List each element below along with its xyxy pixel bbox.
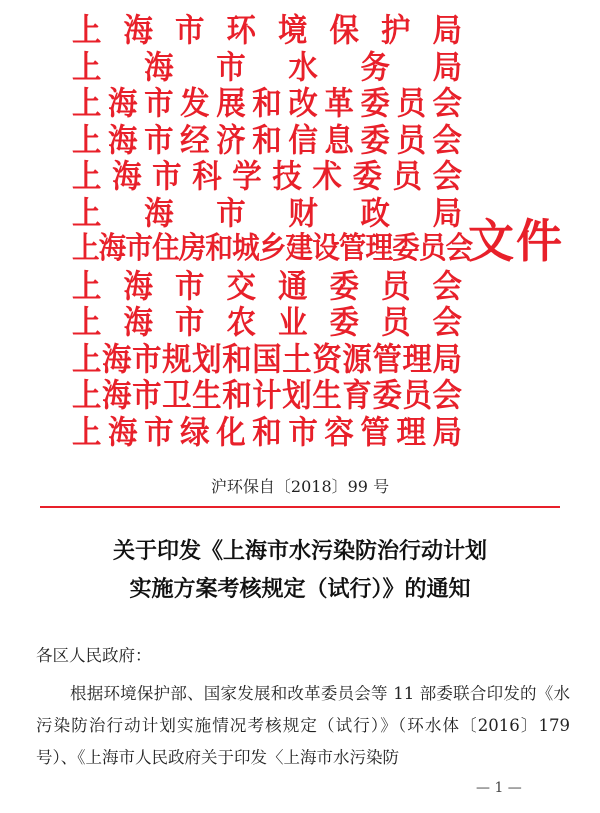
org-char: 上 [72, 11, 102, 50]
org-char: 市 [125, 231, 153, 267]
org-char: 管 [338, 231, 366, 267]
org-char: 上 [72, 231, 99, 267]
org-char: 生 [312, 376, 342, 415]
org-char: 海 [108, 84, 138, 123]
org-char: 信 [288, 120, 318, 159]
body-paragraph: 根据环境保护部、国家发展和改革委员会等 11 部委联合印发的《水污染防治行动计划实施情况考核规定（试行）》（环水体〔2016〕179 号）、《上海市人民政府关于印发〈上海市水污染防 [36, 684, 570, 767]
org-char: 容 [324, 412, 354, 451]
document-suffix: 文件 [468, 214, 564, 268]
org-char: 划 [192, 339, 222, 378]
org-char: 市 [144, 84, 174, 123]
org-char: 员 [392, 157, 422, 196]
org-char: 和 [252, 412, 282, 451]
org-char: 国 [252, 339, 282, 378]
org-char: 市 [216, 47, 246, 86]
org-char: 管 [360, 412, 390, 451]
org-char: 委 [329, 303, 359, 342]
org-row [72, 304, 462, 341]
org-row [72, 341, 462, 378]
org-char: 上 [72, 303, 102, 342]
org-char: 海 [108, 412, 138, 451]
org-char: 海 [123, 303, 153, 342]
org-char: 绿 [180, 412, 210, 451]
org-char: 业 [278, 303, 308, 342]
org-char: 海 [102, 376, 132, 415]
org-row [72, 49, 462, 86]
org-char: 息 [324, 120, 354, 159]
org-char: 市 [216, 193, 246, 232]
org-char: 源 [342, 339, 372, 378]
org-char: 上 [72, 47, 102, 86]
org-char: 土 [282, 339, 312, 378]
org-char: 市 [175, 266, 205, 305]
org-char: 市 [288, 412, 318, 451]
org-char: 生 [192, 376, 222, 415]
org-char: 海 [144, 47, 174, 86]
org-char: 市 [132, 339, 162, 378]
org-char: 会 [432, 303, 462, 342]
org-char: 城 [232, 231, 259, 267]
org-char: 会 [432, 84, 462, 123]
org-row [72, 195, 462, 232]
org-char: 术 [312, 157, 342, 196]
org-char: 学 [232, 157, 262, 196]
org-char: 和 [252, 84, 282, 123]
org-row [72, 268, 462, 305]
org-char: 资 [312, 339, 342, 378]
org-char: 员 [381, 266, 411, 305]
org-char: 科 [192, 157, 222, 196]
org-row [72, 122, 462, 159]
title-line-1: 关于印发《上海市水污染防治行动计划 [112, 538, 487, 564]
org-char: 员 [402, 376, 432, 415]
org-char: 委 [392, 231, 419, 267]
org-char: 环 [226, 11, 256, 50]
org-char: 财 [288, 193, 318, 232]
org-char: 展 [216, 84, 246, 123]
document-title [0, 532, 600, 608]
org-char: 卫 [162, 376, 192, 415]
org-char: 委 [372, 376, 402, 415]
org-char: 交 [226, 266, 256, 305]
org-char: 上 [72, 339, 102, 378]
org-char: 上 [72, 412, 102, 451]
org-char: 会 [432, 376, 462, 415]
org-char: 管 [372, 339, 402, 378]
org-char: 海 [102, 339, 132, 378]
org-row [72, 231, 473, 268]
org-char: 水 [288, 47, 318, 86]
org-char: 上 [72, 266, 102, 305]
org-char: 通 [278, 266, 308, 305]
org-char: 发 [180, 84, 210, 123]
org-row [72, 414, 462, 451]
org-char: 乡 [258, 231, 286, 267]
org-char: 会 [445, 231, 473, 267]
org-char: 委 [360, 84, 390, 123]
org-char: 理 [365, 231, 393, 267]
issuing-organizations [72, 11, 473, 451]
org-char: 局 [432, 412, 462, 451]
org-char: 育 [342, 376, 372, 415]
org-char: 农 [226, 303, 256, 342]
org-char: 房 [178, 231, 206, 267]
org-row [72, 158, 462, 195]
red-divider-line [40, 506, 560, 508]
org-char: 委 [360, 120, 390, 159]
org-row [72, 85, 462, 122]
org-char: 员 [396, 120, 426, 159]
org-char: 委 [352, 157, 382, 196]
org-char: 会 [432, 266, 462, 305]
org-char: 建 [285, 231, 313, 267]
org-char: 市 [132, 376, 162, 415]
salutation: 各区人民政府： [36, 646, 152, 665]
org-char: 规 [162, 339, 192, 378]
org-char: 市 [175, 11, 205, 50]
title-line-2: 实施方案考核规定（试行）》的通知 [129, 576, 471, 602]
org-char: 员 [418, 231, 446, 267]
org-char: 海 [108, 120, 138, 159]
org-char: 革 [324, 84, 354, 123]
org-char: 局 [432, 11, 462, 50]
org-char: 境 [278, 11, 308, 50]
org-char: 海 [112, 157, 142, 196]
org-char: 计 [252, 376, 282, 415]
org-char: 务 [360, 47, 390, 86]
org-char: 海 [98, 231, 126, 267]
org-char: 政 [360, 193, 390, 232]
org-char: 上 [72, 193, 102, 232]
org-char: 和 [205, 231, 233, 267]
org-char: 市 [152, 157, 182, 196]
org-char: 员 [381, 303, 411, 342]
org-char: 上 [72, 157, 102, 196]
org-char: 改 [288, 84, 318, 123]
org-char: 保 [329, 11, 359, 50]
org-char: 局 [432, 339, 462, 378]
org-char: 局 [432, 47, 463, 86]
org-char: 海 [123, 11, 153, 50]
org-char: 住 [152, 231, 179, 267]
org-char: 划 [282, 376, 312, 415]
org-char: 理 [396, 412, 426, 451]
org-char: 护 [381, 11, 411, 50]
org-row [72, 377, 462, 414]
org-char: 和 [222, 376, 252, 415]
org-char: 济 [216, 120, 246, 159]
org-char: 员 [396, 84, 426, 123]
org-char: 上 [72, 120, 102, 159]
org-char: 化 [216, 412, 246, 451]
org-char: 上 [72, 84, 102, 123]
org-char: 设 [312, 231, 339, 267]
org-char: 和 [222, 339, 252, 378]
page-number: — 1 — [476, 780, 522, 796]
org-char: 委 [329, 266, 359, 305]
org-char: 理 [402, 339, 432, 378]
org-char: 和 [252, 120, 282, 159]
org-char: 经 [180, 120, 210, 159]
org-char: 市 [144, 412, 174, 451]
org-char: 市 [144, 120, 174, 159]
org-char: 技 [272, 157, 302, 196]
org-char: 海 [144, 193, 174, 232]
org-char: 会 [432, 120, 462, 159]
org-char: 会 [432, 157, 463, 196]
org-char: 局 [432, 193, 463, 232]
org-char: 海 [123, 266, 153, 305]
org-char: 市 [175, 303, 205, 342]
org-char: 上 [72, 376, 102, 415]
document-number: 沪环保自〔2018〕99 号 [210, 477, 390, 496]
org-row [72, 12, 462, 49]
